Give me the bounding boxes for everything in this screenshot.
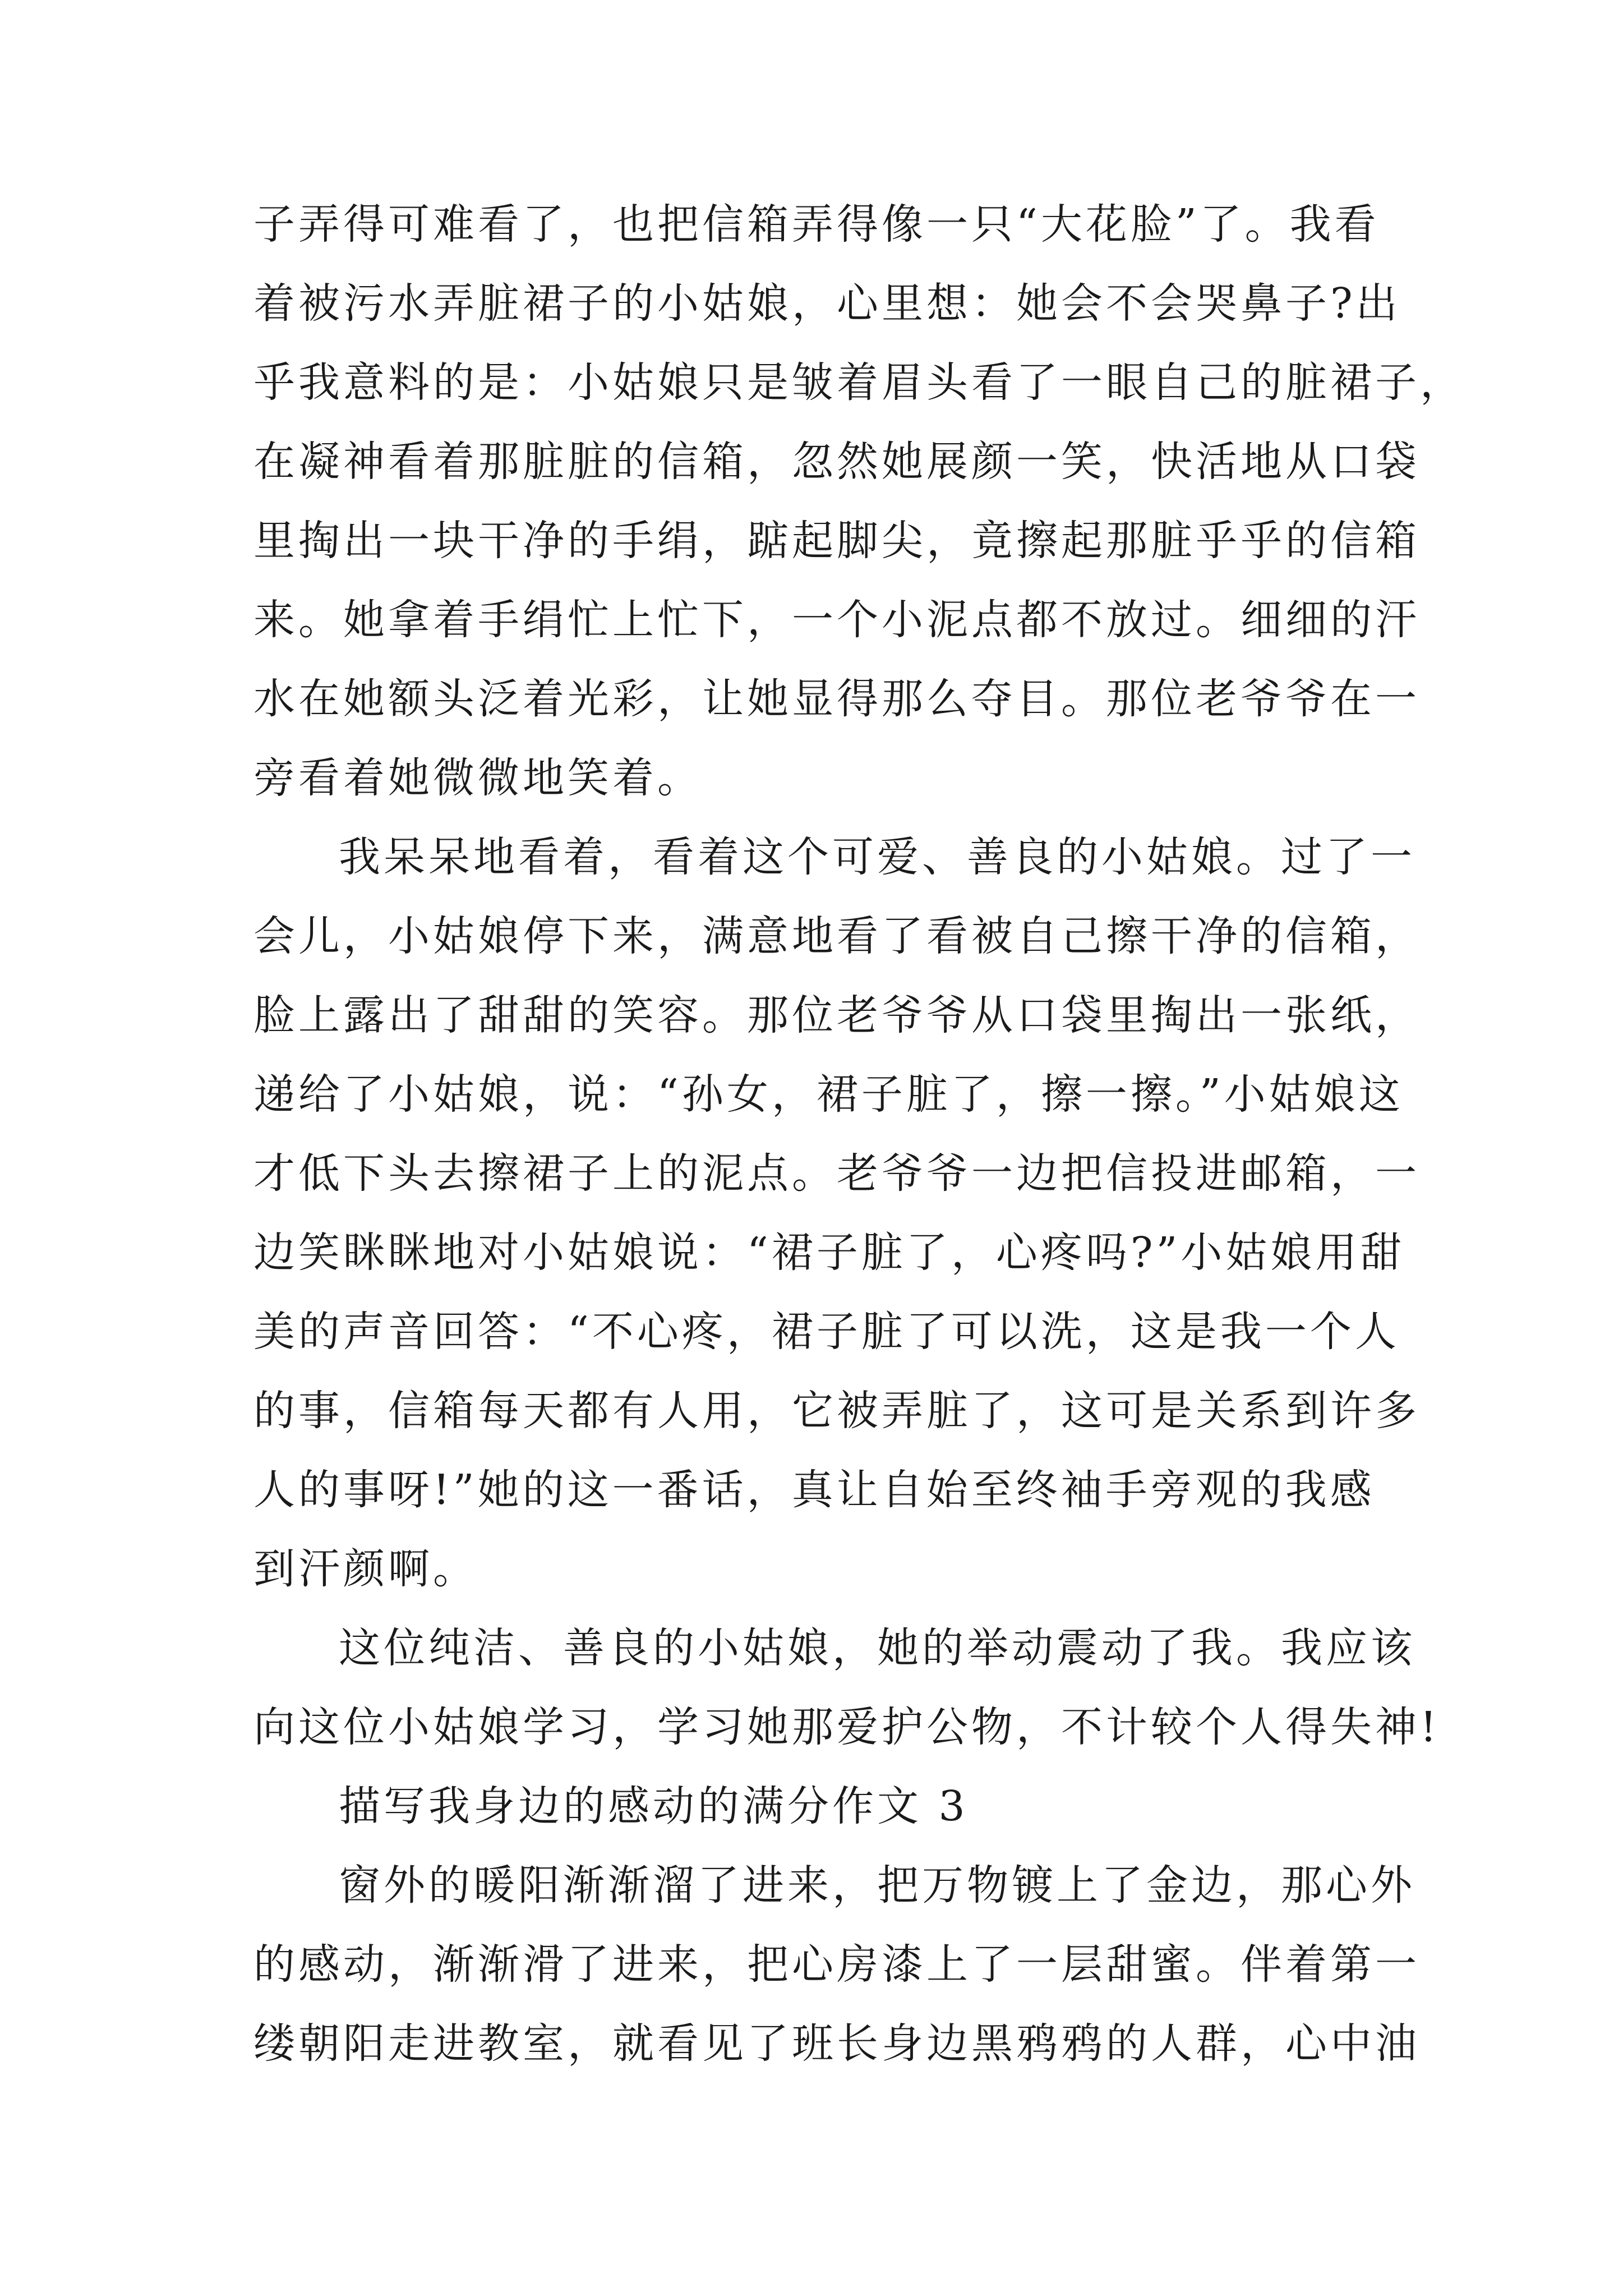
text-line: 里掏出一块干净的手绢，踮起脚尖，竟擦起那脏乎乎的信箱 [253,517,1420,565]
text-line: 来。她拿着手绢忙上忙下，一个小泥点都不放过。细细的汗 [253,596,1420,644]
text-line: 边笑眯眯地对小姑娘说：“裙子脏了，心疼吗?”小姑娘用甜 [253,1228,1405,1277]
text-line: 美的声音回答：“不心疼，裙子脏了可以洗，这是我一个人 [253,1308,1400,1356]
text-line: 脸上露出了甜甜的笑容。那位老爷爷从口袋里掏出一张纸， [253,991,1420,1039]
text-line: 的感动，渐渐滑了进来，把心房漆上了一层甜蜜。伴着第一 [253,1940,1420,1989]
text-line: 才低下头去擦裙子上的泥点。老爷爷一边把信投进邮箱，一 [253,1149,1420,1198]
text-line: 递给了小姑娘，说：“孙女，裙子脏了，擦一擦。”小姑娘这 [253,1070,1404,1119]
text-line: 旁看着她微微地笑着。 [253,754,702,802]
text-line: 子弄得可难看了，也把信箱弄得像一只“大花脸”了。我看 [253,200,1380,249]
text-line: 到汗颜啊。 [253,1545,478,1593]
text-line: 的事，信箱每天都有人用，它被弄脏了，这可是关系到许多 [253,1387,1420,1435]
text-line: 这位纯洁、善良的小姑娘，她的举动震动了我。我应该 [339,1624,1415,1672]
section-heading: 描写我身边的感动的满分作文 3 [339,1782,969,1830]
text-line: 人的事呀!”她的这一番话，真让自始至终袖手旁观的我感 [253,1466,1375,1514]
text-line: 乎我意料的是：小姑娘只是皱着眉头看了一眼自己的脏裙子， [253,358,1465,407]
text-line: 窗外的暖阳渐渐溜了进来，把万物镀上了金边，那心外 [339,1861,1415,1910]
text-line: 在凝神看着那脏脏的信箱，忽然她展颜一笑，快活地从口袋 [253,438,1420,486]
text-line: 着被污水弄脏裙子的小姑娘，心里想：她会不会哭鼻子?出 [253,279,1401,328]
text-line: 缕朝阳走进教室，就看见了班长身边黑鸦鸦的人群，心中油 [253,2019,1420,2068]
text-line: 我呆呆地看着，看着这个可爱、善良的小姑娘。过了一 [339,833,1415,881]
document-body [253,185,1465,2083]
text-line: 会儿，小姑娘停下来，满意地看了看被自己擦干净的信箱， [253,912,1420,960]
text-line: 向这位小姑娘学习，学习她那爱护公物，不计较个人得失神! [253,1703,1440,1751]
text-line: 水在她额头泛着光彩，让她显得那么夺目。那位老爷爷在一 [253,675,1420,723]
